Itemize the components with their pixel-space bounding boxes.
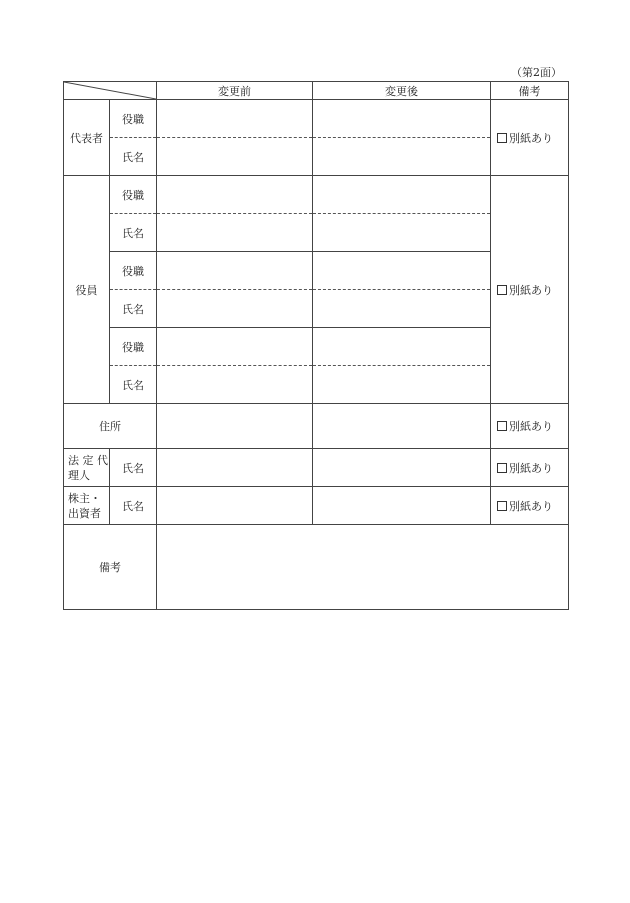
officer-1-position-row <box>64 176 569 214</box>
address-attachment <box>491 404 569 449</box>
representative-position-after[interactable] <box>313 100 491 138</box>
representative-name-before[interactable] <box>157 138 313 176</box>
address-label: 住所 <box>64 404 157 449</box>
officer-3-name-before[interactable] <box>157 366 313 404</box>
officer-1-name-after[interactable] <box>313 214 491 252</box>
attachment-label: 別紙あり <box>509 499 553 513</box>
attachment-label: 別紙あり <box>509 283 553 297</box>
name-label: 氏名 <box>110 138 157 176</box>
shareholder-label-line1: 株主・ <box>68 491 101 505</box>
legal-representative-attachment <box>491 449 569 487</box>
shareholder-name-before[interactable] <box>157 487 313 525</box>
change-form-table <box>63 81 569 610</box>
legal-representative-label-line2: 理人 <box>68 468 90 482</box>
name-label: 氏名 <box>110 214 157 252</box>
officer-2-position-before[interactable] <box>157 252 313 290</box>
legal-representative-name-before[interactable] <box>157 449 313 487</box>
page-number: （第2面） <box>511 66 562 79</box>
name-label: 氏名 <box>110 366 157 404</box>
officer-3-name-after[interactable] <box>313 366 491 404</box>
position-label: 役職 <box>110 100 157 138</box>
attachment-checkbox[interactable] <box>497 133 507 143</box>
header-after: 変更後 <box>313 82 491 100</box>
officer-1-name-before[interactable] <box>157 214 313 252</box>
officer-2-name-before[interactable] <box>157 290 313 328</box>
header-row <box>64 82 569 100</box>
representative-position-row <box>64 100 569 138</box>
position-label: 役職 <box>110 328 157 366</box>
officer-3-position-after[interactable] <box>313 328 491 366</box>
name-label: 氏名 <box>110 487 157 525</box>
attachment-checkbox[interactable] <box>497 501 507 511</box>
shareholder-label-line2: 出資者 <box>68 506 101 520</box>
position-label: 役職 <box>110 252 157 290</box>
officer-2-position-after[interactable] <box>313 252 491 290</box>
officers-attachment <box>491 176 569 404</box>
attachment-label: 別紙あり <box>509 420 553 433</box>
legal-representative-label <box>64 449 110 487</box>
representative-attachment <box>491 100 569 176</box>
attachment-checkbox[interactable] <box>497 463 507 473</box>
diagonal-header-cell <box>64 82 157 100</box>
header-before: 変更前 <box>157 82 313 100</box>
header-remarks: 備考 <box>491 82 569 100</box>
remarks-row <box>64 525 569 610</box>
diagonal-line <box>64 82 156 99</box>
officer-1-position-before[interactable] <box>157 176 313 214</box>
representative-name-after[interactable] <box>313 138 491 176</box>
officer-3-position-before[interactable] <box>157 328 313 366</box>
legal-representative-label-line1: 法 定 代 <box>68 453 108 467</box>
address-before[interactable] <box>157 404 313 449</box>
representative-label: 代表者 <box>64 100 110 176</box>
remarks-field[interactable] <box>157 525 569 610</box>
address-after[interactable] <box>313 404 491 449</box>
address-row <box>64 404 569 449</box>
representative-position-before[interactable] <box>157 100 313 138</box>
attachment-label: 別紙あり <box>509 131 553 145</box>
attachment-checkbox[interactable] <box>497 421 507 431</box>
name-label: 氏名 <box>110 290 157 328</box>
legal-representative-row <box>64 449 569 487</box>
shareholder-row <box>64 487 569 525</box>
officer-1-position-after[interactable] <box>313 176 491 214</box>
shareholder-attachment <box>491 487 569 525</box>
remarks-label: 備考 <box>64 525 157 610</box>
shareholder-name-after[interactable] <box>313 487 491 525</box>
attachment-label: 別紙あり <box>509 461 553 475</box>
officer-2-name-after[interactable] <box>313 290 491 328</box>
legal-representative-name-after[interactable] <box>313 449 491 487</box>
name-label: 氏名 <box>110 449 157 487</box>
attachment-checkbox[interactable] <box>497 285 507 295</box>
position-label: 役職 <box>110 176 157 214</box>
shareholder-label <box>64 487 110 525</box>
officers-label: 役員 <box>64 176 110 404</box>
